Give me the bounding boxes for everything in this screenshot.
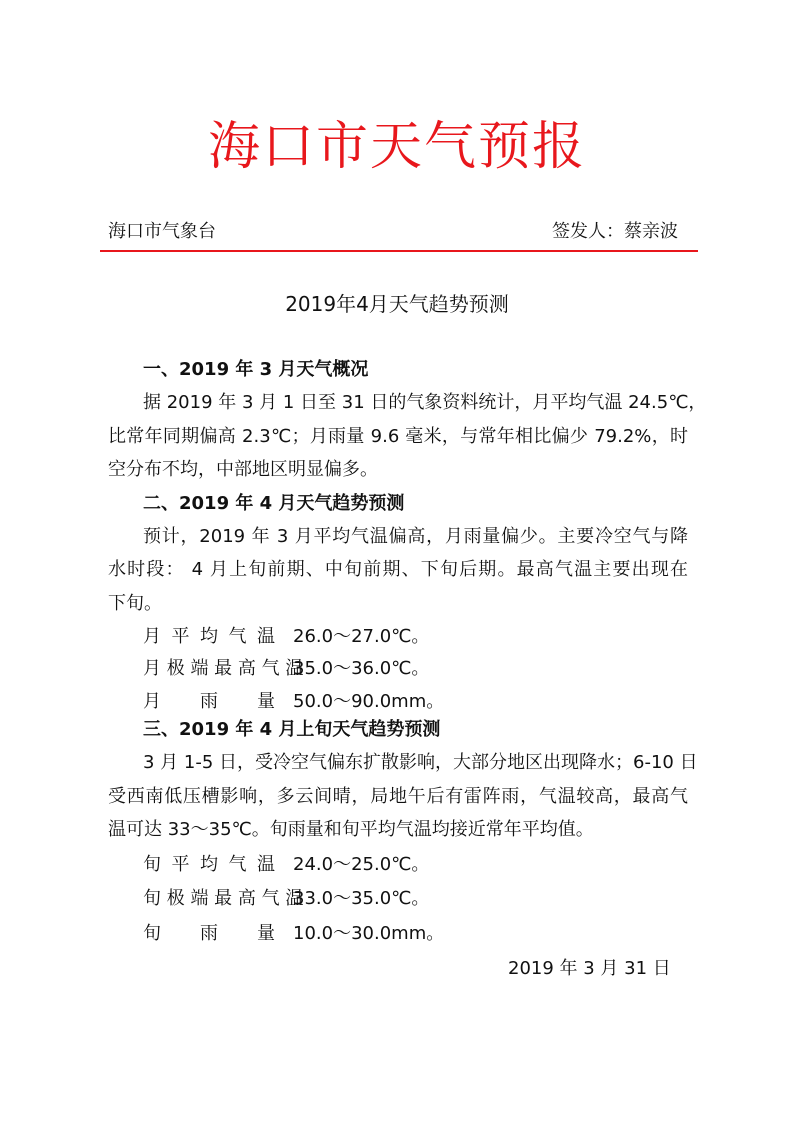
paragraph-line: 水时段： 4 月上旬前期、中旬前期、下旬后期。最高气温主要出现在 <box>108 559 688 580</box>
item-value: 24.0～25.0℃。 <box>293 854 430 875</box>
item-value: 33.0～35.0℃。 <box>293 888 430 909</box>
item-label: 月 极 端 最 高 气 温 <box>143 658 304 679</box>
signer: 签发人：蔡亲波 <box>552 221 678 242</box>
document-date: 2019 年 3 月 31 日 <box>508 958 671 979</box>
paragraph-line: 下旬。 <box>108 593 162 614</box>
paragraph-line: 比常年同期偏高 2.3℃；月雨量 9.6 毫米，与常年相比偏少 79.2%，时 <box>108 426 688 447</box>
item-value: 10.0～30.0mm。 <box>293 923 445 944</box>
item-value: 35.0～36.0℃。 <box>293 658 430 679</box>
item-label: 旬 平 均 气 温 <box>143 854 275 875</box>
section-heading: 二、2019 年 4 月天气趋势预测 <box>143 493 405 514</box>
issuer: 海口市气象台 <box>108 221 216 242</box>
item-label: 月 雨 量 <box>143 691 275 712</box>
item-label: 月 平 均 气 温 <box>143 626 275 647</box>
section-heading: 三、2019 年 4 月上旬天气趋势预测 <box>143 719 441 740</box>
item-value: 50.0～90.0mm。 <box>293 691 445 712</box>
document-title: 2019年4月天气趋势预测 <box>285 292 509 316</box>
document-header-title: 海口市天气预报 <box>207 117 586 177</box>
item-value: 26.0～27.0℃。 <box>293 626 430 647</box>
paragraph-line: 据 2019 年 3 月 1 日至 31 日的气象资料统计，月平均气温 24.5℃， <box>143 392 707 413</box>
paragraph-line: 预计，2019 年 3 月平均气温偏高，月雨量偏少。主要冷空气与降 <box>143 526 688 547</box>
paragraph-line: 3 月 1-5 日，受冷空气偏东扩散影响，大部分地区出现降水；6-10 日 <box>143 752 698 773</box>
section-heading: 一、2019 年 3 月天气概况 <box>143 359 369 380</box>
paragraph-line: 温可达 33～35℃。旬雨量和旬平均气温均接近常年平均值。 <box>108 819 594 840</box>
item-label: 旬 极 端 最 高 气 温 <box>143 888 304 909</box>
paragraph-line: 空分布不均，中部地区明显偏多。 <box>108 459 378 480</box>
red-divider <box>100 250 698 252</box>
item-label: 旬 雨 量 <box>143 923 275 944</box>
paragraph-line: 受西南低压槽影响，多云间晴，局地午后有雷阵雨，气温较高，最高气 <box>108 786 688 807</box>
